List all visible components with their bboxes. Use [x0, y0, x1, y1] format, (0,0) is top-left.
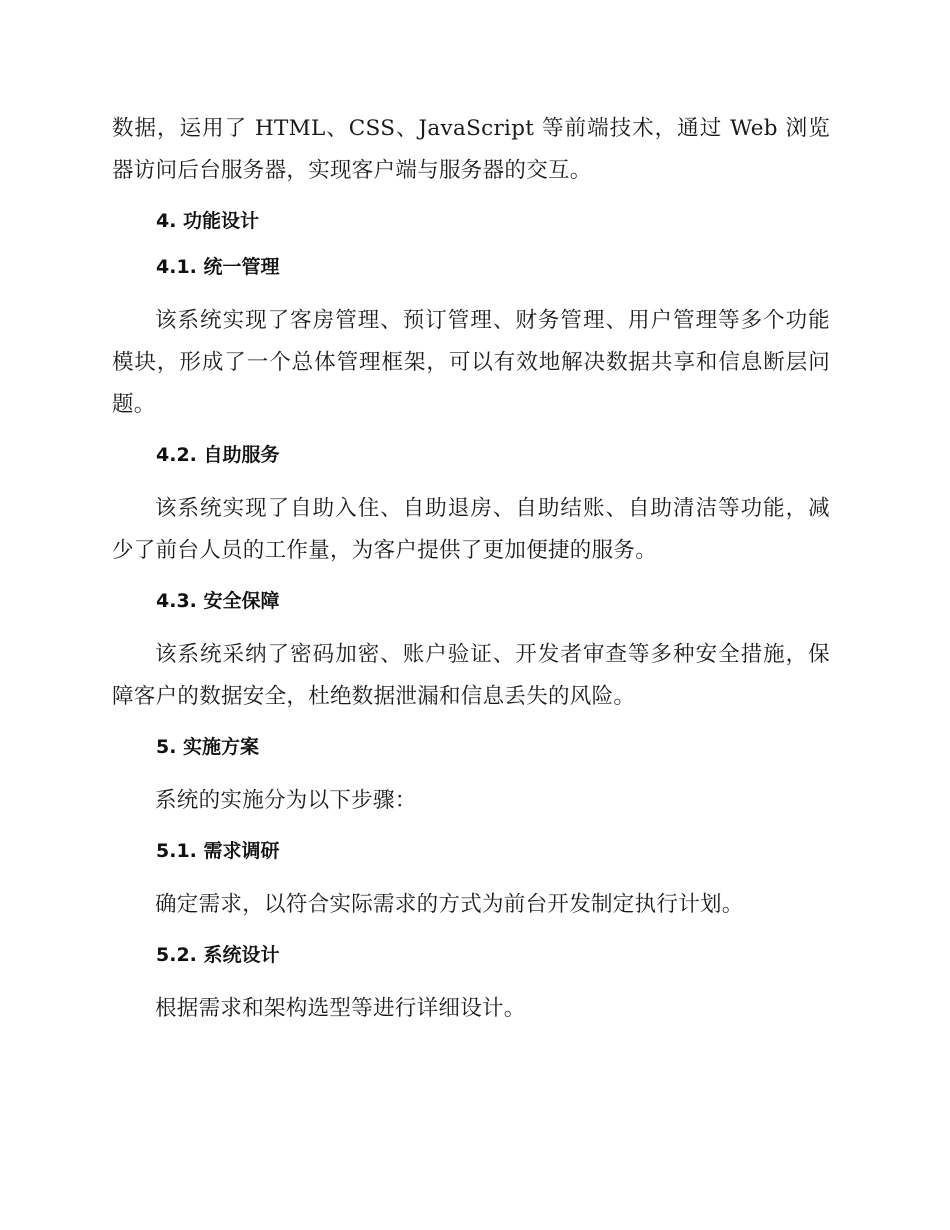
- section-4-3-paragraph: 该系统采纳了密码加密、账户验证、开发者审查等多种安全措施，保障客户的数据安全，杜绝数据泄漏和信息丢失的风险。: [112, 642, 830, 709]
- section-5-paragraph: 系统的实施分为以下步骤：: [155, 788, 417, 813]
- section-5-heading: 5. 实施方案: [156, 736, 260, 758]
- section-4-3-heading: 4.3. 安全保障: [156, 590, 280, 612]
- section-4-heading: 4. 功能设计: [156, 210, 260, 232]
- section-5-2-paragraph: 根据需求和架构选型等进行详细设计。: [155, 996, 526, 1021]
- section-4-1-heading: 4.1. 统一管理: [156, 256, 280, 278]
- section-5-1-paragraph: 确定需求，以符合实际需求的方式为前台开发制定执行计划。: [155, 892, 744, 917]
- section-4-2-heading: 4.2. 自助服务: [156, 444, 280, 466]
- section-4-2-paragraph: 该系统实现了自助入住、自助退房、自助结账、自助清洁等功能，减少了前台人员的工作量，为客户提供了更加便捷的服务。: [112, 496, 830, 563]
- section-5-1-heading: 5.1. 需求调研: [156, 840, 280, 862]
- document-body: [112, 108, 830, 1030]
- intro-paragraph: 数据，运用了 HTML、CSS、JavaScript 等前端技术，通过 Web 浏览器访问后台服务器，实现客户端与服务器的交互。: [112, 116, 830, 183]
- section-5-2-heading: 5.2. 系统设计: [156, 944, 280, 966]
- section-4-1-paragraph: 该系统实现了客房管理、预订管理、财务管理、用户管理等多个功能模块，形成了一个总体管理框架，可以有效地解决数据共享和信息断层问题。: [112, 308, 830, 417]
